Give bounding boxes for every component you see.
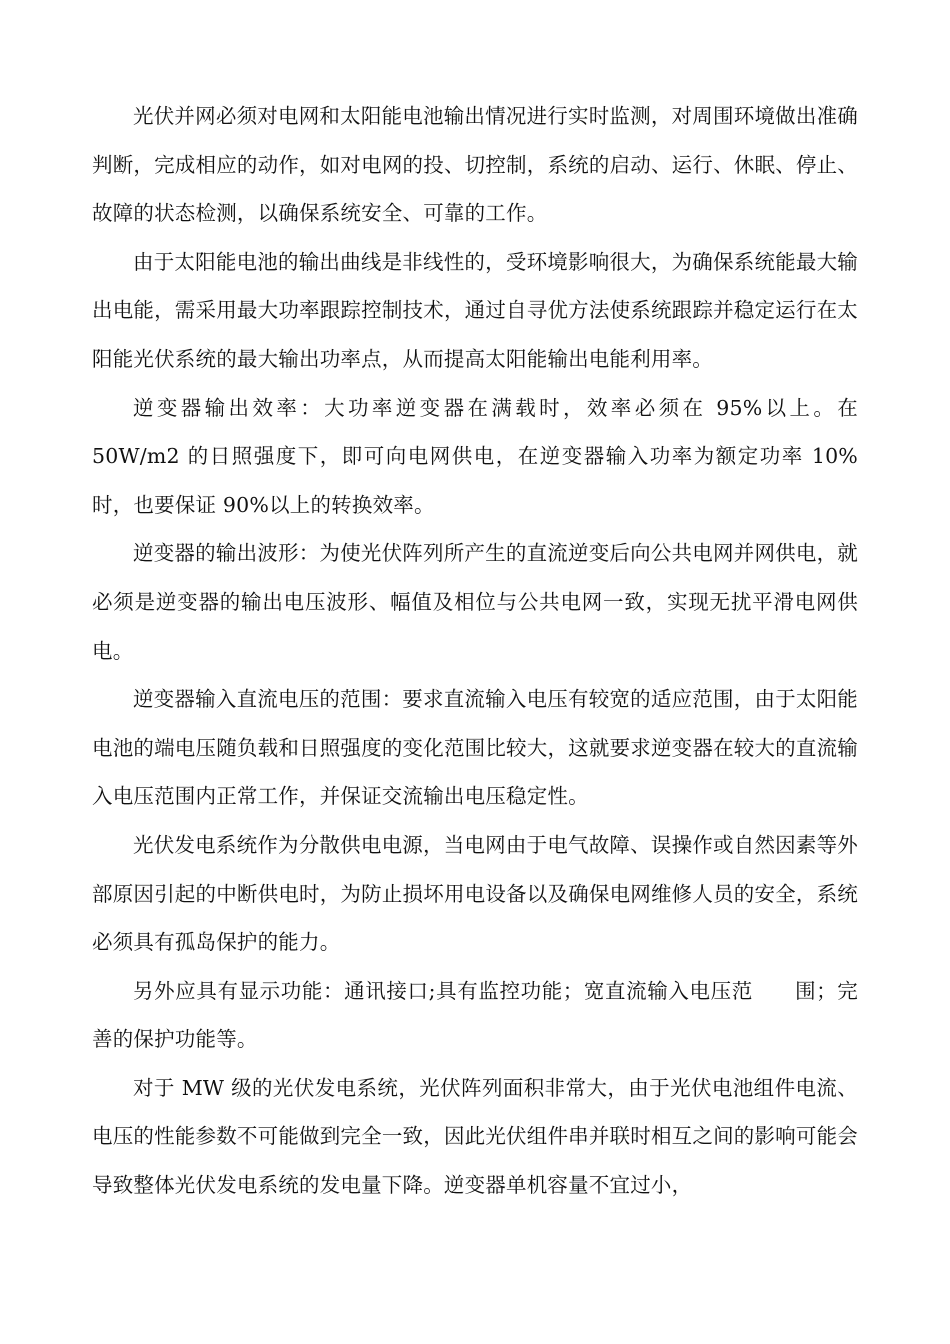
paragraph-output-waveform: 逆变器的输出波形：为使光伏阵列所产生的直流逆变后向公共电网并网供电，就必须是逆变器的输出电压波形、幅值及相位与公共电网一致，实现无扰平滑电网供电。	[92, 541, 858, 663]
paragraph-mw-systems: 对于 MW 级的光伏发电系统，光伏阵列面积非常大，由于光伏电池组件电流、电压的性能参数不可能做到完全一致，因此光伏组件串并联时相互之间的影响可能会导致整体光伏发电系统的发电量下降。逆变器单机容量不宜过小，	[92, 1075, 858, 1198]
document-body	[92, 92, 858, 1210]
paragraph-dc-input-range: 逆变器输入直流电压的范围：要求直流输入电压有较宽的适应范围，由于太阳能电池的端电压随负载和日照强度的变化范围比较大，这就要求逆变器在较大的直流输入电压范围内正常工作，并保证交流输出电压稳定性。	[92, 687, 858, 809]
paragraph-other-functions: 另外应具有显示功能：通讯接口;具有监控功能；宽直流输入电压范 围；完善的保护功能等。	[92, 978, 858, 1052]
paragraph-mppt: 由于太阳能电池的输出曲线是非线性的，受环境影响很大，为确保系统能最大输出电能，需采用最大功率跟踪控制技术，通过自寻优方法使系统跟踪并稳定运行在太阳能光伏系统的最大输出功率点，从而提高太阳能输出电能利用率。	[92, 249, 858, 371]
paragraph-inverter-efficiency: 逆变器输出效率：大功率逆变器在满载时，效率必须在 95%以上。在 50W/m2 的日照强度下，即可向电网供电，在逆变器输入功率为额定功率 10%时，也要保证 90%以上的转换效率。	[92, 395, 858, 517]
paragraph-islanding-protection: 光伏发电系统作为分散供电电源，当电网由于电气故障、误操作或自然因素等外部原因引起的中断供电时，为防止损坏用电设备以及确保电网维修人员的安全，系统必须具有孤岛保护的能力。	[92, 832, 858, 955]
paragraph-grid-monitoring: 光伏并网必须对电网和太阳能电池输出情况进行实时监测，对周围环境做出准确判断，完成相应的动作，如对电网的投、切控制，系统的启动、运行、休眠、停止、故障的状态检测，以确保系统安全、可靠的工作。	[92, 104, 858, 226]
